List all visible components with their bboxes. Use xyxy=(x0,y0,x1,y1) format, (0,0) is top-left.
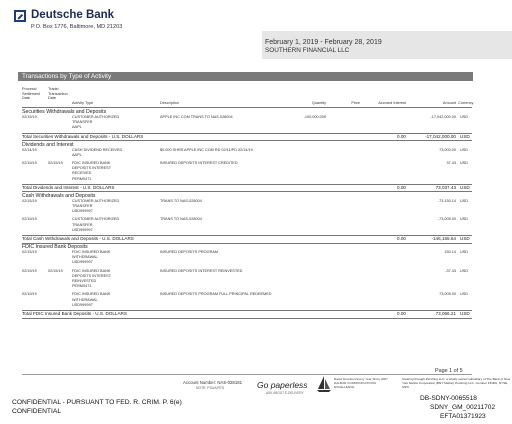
sailboat-icon xyxy=(316,375,332,393)
row-activity-line: FDIC INSURED BANK xyxy=(72,161,111,165)
row-description: INSURED DEPOSITS INTEREST REINVESTED xyxy=(160,268,243,273)
pershing-clearing-note: Clearing through Pershing LLC, a wholly owned subsidiary of The Bank of New York Mellon Corporation (BNY Mellon) Pershing LLC, member FINRA, NYSE, SIPC xyxy=(402,377,511,389)
group-total-interest: 0.00 xyxy=(397,236,406,241)
group-title: Cash Withdrawals and Deposits xyxy=(22,192,96,199)
row-activity-line: REINVESTED xyxy=(72,279,97,283)
col-header-accrued-interest: Accrued Interest xyxy=(378,101,406,105)
row-activity-line: PERM0471 xyxy=(72,176,92,181)
go-paperless-tagline: ASK ABOUT E-DELIVERY xyxy=(266,391,304,395)
bank-address: P.O. Box 1776, Baltimore, MD 21203 xyxy=(31,24,123,30)
page-number: Page 1 of 5 xyxy=(435,368,463,374)
row-trade-date: 02/15/19 xyxy=(48,161,63,165)
footer-divider xyxy=(22,374,472,375)
row-description: INSURED DEPOSITS PROGRAM xyxy=(160,250,219,254)
row-activity-line: PERM0471 xyxy=(72,284,92,289)
row-activity-line: RECEIVED xyxy=(72,171,92,176)
group-total-currency: USD xyxy=(460,311,470,316)
row-description: TRANS TO NAS-028004 xyxy=(160,217,202,222)
header-divider xyxy=(22,107,472,108)
dalbar-award-text: Rated Excellent Every Year Since 2007 DALBAR COMMUNICATIONS EXCELLENCE xyxy=(334,377,388,389)
col-header-amount: Amount xyxy=(442,101,456,105)
confidential-notice: CONFIDENTIAL - PURSUANT TO FED. R. CRIM. P. 6(e) xyxy=(12,399,182,406)
group-total-amount: 73,066.21 xyxy=(435,311,456,316)
row-activity-line: DEPOSITS INTEREST xyxy=(72,166,112,171)
row-activity-line: FDIC INSURED BANK xyxy=(72,292,111,297)
group-divider xyxy=(22,318,472,319)
row-process-date: 02/14/19 xyxy=(22,147,37,152)
go-paperless-logo: Go paperless xyxy=(257,380,308,390)
col-header-activity-type: Activity Type xyxy=(72,101,94,105)
row-currency: USD xyxy=(460,147,469,152)
col-header-currency: Currency xyxy=(458,101,474,105)
row-process-date: 02/19/19 xyxy=(22,268,37,273)
account-note: NOTE: PSUA/RTS xyxy=(196,386,225,390)
row-activity-line: AAPL xyxy=(72,125,82,130)
row-description: INSURED DEPOSITS INTEREST CREDITED xyxy=(160,161,238,165)
row-amount: 150.14 xyxy=(444,250,456,254)
row-currency: USD xyxy=(460,217,469,222)
row-activity-line: USD999997 xyxy=(72,227,93,232)
confidential-label: CONFIDENTIAL xyxy=(12,408,62,415)
row-amount: 37.43 xyxy=(446,161,456,165)
row-activity-line: WITHDRAWAL xyxy=(72,297,98,302)
row-amount: -73,150.14 xyxy=(437,198,456,203)
row-activity-line: CUSTOMER AUTHORIZED xyxy=(72,115,120,119)
bank-name: Deutsche Bank xyxy=(31,9,115,21)
row-activity-line: FDIC INSURED BANK xyxy=(72,250,111,254)
group-total-currency: USD xyxy=(460,184,470,190)
row-activity-line: USD999997 xyxy=(72,260,93,265)
row-amount: -17,042,000.00 xyxy=(430,115,456,119)
row-trade-date: 02/15/19 xyxy=(48,268,63,273)
col-header-price: Price xyxy=(351,101,360,105)
group-total-interest: 0.00 xyxy=(397,133,406,139)
row-process-date: 02/15/19 xyxy=(22,250,37,254)
row-process-date: 02/15/19 xyxy=(22,198,37,203)
row-quantity: -100,000.000 xyxy=(303,115,326,119)
row-currency: USD xyxy=(460,161,469,165)
group-total-label: Total Cash Withdrawals and Deposits - U.S. DOLLARS xyxy=(22,236,134,241)
row-activity-line: AAPL xyxy=(72,152,82,157)
row-currency: USD xyxy=(460,292,469,297)
row-activity-line: WITHDRAWAL xyxy=(72,255,98,260)
row-activity-line: USD999997 xyxy=(72,209,93,214)
deutsche-bank-logo-icon xyxy=(14,10,26,22)
row-description: TRANS TO NAS-028004 xyxy=(160,198,202,203)
row-activity-line: TRANSFER xyxy=(72,222,93,227)
row-activity-line: CASH DIVIDEND RECEIVED xyxy=(72,147,123,152)
row-amount: -37.43 xyxy=(445,268,456,273)
group-total-label: Total FDIC Insured Bank Deposits - U.S. DOLLARS xyxy=(22,311,127,316)
group-divider xyxy=(22,140,472,141)
row-process-date: 02/15/19 xyxy=(22,115,37,119)
row-currency: USD xyxy=(460,115,469,119)
bates-number-sdny: SDNY_GM_00211702 xyxy=(430,404,496,411)
row-currency: USD xyxy=(460,268,469,273)
row-process-date: 02/19/19 xyxy=(22,217,37,222)
row-activity-line: FDIC INSURED BANK xyxy=(72,268,111,273)
group-total-amount: -17,042,000.00 xyxy=(425,133,456,139)
group-total-label: Total Dividends and Interest - U.S. DOLLARS xyxy=(22,184,115,190)
col-header-description: Description xyxy=(160,101,179,105)
bates-number-db: DB-SDNY-0065518 xyxy=(420,395,477,402)
group-total-amount: -146,155.64 xyxy=(431,236,456,241)
row-activity-line: TRANSFER xyxy=(72,120,93,125)
col-header-process-date: Process/ Settlement Date xyxy=(22,87,41,101)
group-total-interest: 0.00 xyxy=(397,184,406,190)
row-description: APPLE INC COM TRANS TO NAS-028004 xyxy=(160,115,233,119)
group-total-currency: USD xyxy=(460,236,470,241)
row-currency: USD xyxy=(460,250,469,254)
row-amount: -73,005.00 xyxy=(437,217,456,222)
section-title: Transactions by Type of Activity xyxy=(22,73,112,80)
row-activity-line: USD999997 xyxy=(72,302,93,307)
col-header-quantity: Quantity xyxy=(311,101,326,105)
row-amount: 73,005.00 xyxy=(439,292,456,297)
group-title: Dividends and Interest xyxy=(22,141,74,148)
row-amount: 73,000.00 xyxy=(439,147,456,152)
account-number: Account Number: NAS-028181 xyxy=(183,380,242,385)
group-total-amount: 73,037.43 xyxy=(435,184,456,190)
bates-number-efta: EFTA01371923 xyxy=(440,413,486,420)
row-process-date: 02/19/19 xyxy=(22,292,37,297)
group-total-label: Total Securities Withdrawals and Deposits - U.S. DOLLARS xyxy=(22,133,144,139)
row-process-date: 02/19/19 xyxy=(22,161,37,165)
account-name: SOUTHERN FINANCIAL LLC xyxy=(265,47,350,54)
row-activity-line: CUSTOMER AUTHORIZED xyxy=(72,217,120,222)
group-title: FDIC Insured Bank Deposits xyxy=(22,244,88,250)
row-activity-line: CUSTOMER AUTHORIZED xyxy=(72,198,120,203)
row-description: $0.000 SHRS APPLE INC COM RD 02/11/PD 02/14/19 xyxy=(160,147,253,152)
row-description: INSURED DEPOSITS PROGRAM FULL PRINCIPAL REDEEMED xyxy=(160,292,272,297)
row-activity-line: TRANSFER xyxy=(72,204,93,208)
row-currency: USD xyxy=(460,198,469,203)
group-total-currency: USD xyxy=(460,133,470,139)
group-divider xyxy=(22,243,472,244)
group-title: Securities Withdrawals and Deposits xyxy=(22,109,107,115)
statement-period: February 1, 2019 - February 28, 2019 xyxy=(265,39,382,46)
group-total-interest: 0.00 xyxy=(397,311,406,316)
col-header-trade-date: Trade/ Transaction Date xyxy=(48,87,68,101)
row-activity-line: DEPOSITS INTEREST xyxy=(72,273,112,278)
